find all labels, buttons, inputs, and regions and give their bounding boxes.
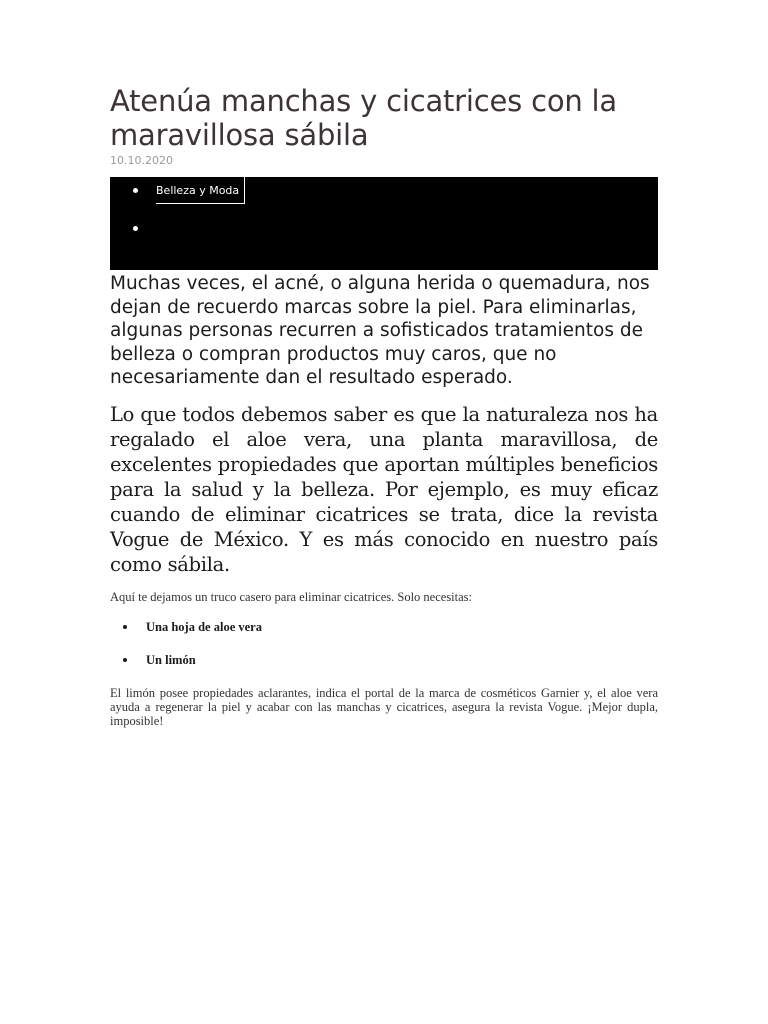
ingredient-label: Un limón (146, 652, 196, 667)
article-lead: Muchas veces, el acné, o alguna herida o quemadura, nos dejan de recuerdo marcas sobre la piel. Para eliminarlas, algunas personas recurren a sofisticados tratamientos de belleza o compran productos muy caros, que no necesariamente dan el resultado esperado. (110, 273, 650, 388)
category-tag-link[interactable]: Belleza y Moda (156, 177, 245, 204)
category-bar (110, 177, 658, 270)
bullet-icon (123, 658, 127, 662)
bullet-icon (123, 625, 127, 629)
article-date: 10.10.2020 (110, 154, 173, 167)
article-intro-text: Aquí te dejamos un truco casero para eliminar cicatrices. Solo necesitas: (110, 589, 473, 604)
article (110, 84, 658, 728)
ingredient-item (110, 653, 658, 686)
article-closing-paragraph: El limón posee propiedades aclarantes, indica el portal de la marca de cosméticos Garnier y, el aloe vera ayuda a regenerar la piel y acabar con las manchas y cicatrices, asegura la revista Vogue. ¡Mejor dupla, imposible! (110, 685, 658, 728)
article-title: Atenúa manchas y cicatrices con la maravillosa sábila (110, 84, 617, 152)
ingredient-item (110, 620, 658, 653)
bullet-icon (133, 226, 138, 231)
ingredient-label: Una hoja de aloe vera (146, 619, 262, 634)
ingredients-list (110, 620, 658, 686)
article-body-paragraph: Lo que todos debemos saber es que la naturaleza nos ha regalado el aloe vera, una planta maravillosa, de excelentes propiedades que aportan múltiples beneficios para la salud y la belleza. Por ejemplo, es muy eficaz cuando de eliminar cicatrices se trata, dice la revista Vogue de México. Y es más conocido en nuestro país como sábila. (110, 402, 658, 576)
bullet-icon (133, 188, 138, 193)
